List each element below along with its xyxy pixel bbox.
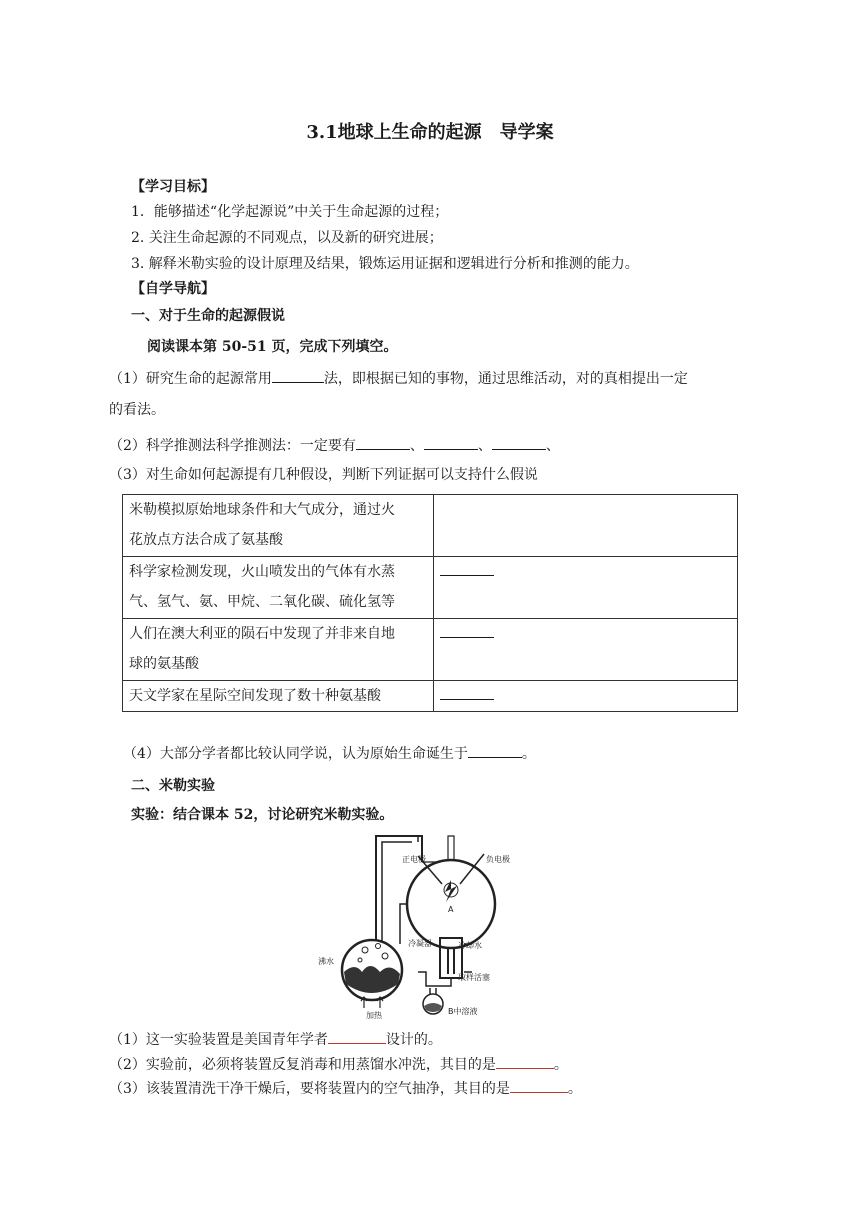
answer-cell[interactable]	[434, 495, 738, 557]
evidence-text: 气、氢气、氨、甲烷、二氧化碳、硫化氢等	[129, 594, 395, 610]
evidence-text: 科学家检测发现，火山喷发出的气体有水蒸	[129, 564, 395, 580]
q-text-a: （1）这一实验装置是美国青年学者	[109, 1032, 328, 1048]
label-condenser: 冷凝器	[408, 939, 432, 948]
objective-3: 3. 解释米勒实验的设计原理及结果，锻炼运用证据和逻辑进行分析和推测的能力。	[131, 256, 639, 272]
q-text-b: 。	[567, 1081, 582, 1097]
label-solution-b: B中溶液	[448, 1007, 478, 1016]
answer-blank[interactable]	[424, 435, 478, 450]
answer-blank[interactable]	[272, 368, 324, 383]
evidence-table	[122, 494, 738, 712]
q2-text: （2）科学推测法科学推测法：一定要有	[109, 438, 356, 454]
evidence-cell	[123, 557, 434, 619]
answer-blank[interactable]	[468, 743, 522, 758]
guide-heading: 【自学导航】	[131, 281, 215, 297]
question-2-1	[109, 1029, 442, 1049]
question-2-2	[109, 1054, 568, 1074]
answer-blank[interactable]	[496, 1054, 554, 1069]
answer-cell[interactable]	[434, 681, 738, 712]
table-row	[123, 681, 738, 712]
q-text-a: （3）该装置清洗干净干燥后，要将装置内的空气抽净，其目的是	[109, 1081, 510, 1097]
evidence-cell	[123, 619, 434, 681]
question-1-1	[109, 368, 688, 388]
objective-2: 2. 关注生命起源的不同观点，以及新的研究进展；	[131, 230, 443, 246]
answer-blank[interactable]	[510, 1078, 568, 1093]
table-row	[123, 557, 738, 619]
objectives-heading: 【学习目标】	[131, 179, 215, 195]
page-title: 3.1地球上生命的起源 导学案	[306, 122, 554, 143]
q1-text-a: （1）研究生命的起源常用	[109, 371, 272, 387]
table-row	[123, 619, 738, 681]
label-boiling-water: 沸水	[318, 957, 334, 966]
label-positive-electrode: 正电极	[402, 855, 426, 864]
answer-cell[interactable]	[434, 619, 738, 681]
answer-blank[interactable]	[440, 623, 494, 638]
answer-blank[interactable]	[440, 685, 494, 700]
section1-instruction: 阅读课本第 50-51 页，完成下列填空。	[147, 339, 398, 355]
q-text-b: 。	[553, 1057, 568, 1073]
objective-1: 1．能够描述“化学起源说”中关于生命起源的过程；	[131, 204, 449, 220]
evidence-text: 米勒模拟原始地球条件和大气成分，通过火	[129, 502, 395, 518]
separator: 、	[409, 438, 424, 454]
question-1-3: （3）对生命如何起源提有几种假设，判断下列证据可以支持什么假说	[109, 467, 538, 483]
answer-blank[interactable]	[328, 1029, 386, 1044]
question-1-1-cont: 的看法。	[109, 402, 165, 418]
q4-text-b: 。	[521, 746, 536, 762]
q1-text-b: 法，即根据已知的事物，通过思维活动，对的真相提出一定	[323, 371, 688, 387]
q-text-a: （2）实验前，必须将装置反复消毒和用蒸馏水冲洗，其目的是	[109, 1057, 496, 1073]
label-sampling-valve: 取样活塞	[458, 973, 490, 982]
evidence-text: 花放点方法合成了氨基酸	[129, 532, 283, 548]
label-heating: 加热	[366, 1011, 382, 1020]
question-2-3	[109, 1078, 582, 1098]
evidence-text: 人们在澳大利亚的陨石中发现了并非来自地	[129, 626, 395, 642]
question-1-4	[123, 743, 536, 763]
answer-blank[interactable]	[492, 435, 546, 450]
evidence-cell	[123, 681, 434, 712]
separator: 、	[477, 438, 492, 454]
answer-blank[interactable]	[356, 435, 410, 450]
table-row	[123, 495, 738, 557]
evidence-text: 球的氨基酸	[129, 656, 199, 672]
question-1-2	[109, 435, 560, 455]
section2-experiment: 实验：结合课本 52，讨论研究米勒实验。	[131, 807, 394, 823]
answer-blank[interactable]	[440, 561, 494, 576]
evidence-cell	[123, 495, 434, 557]
section2-title: 二、米勒实验	[131, 778, 215, 794]
label-flask-a: A	[448, 905, 454, 914]
separator: 、	[545, 438, 560, 454]
label-negative-electrode: 负电极	[486, 855, 510, 864]
answer-cell[interactable]	[434, 557, 738, 619]
miller-apparatus-diagram	[300, 832, 540, 1018]
section1-title: 一、对于生命的起源假说	[131, 308, 285, 324]
q-text-b: 设计的。	[385, 1032, 442, 1048]
label-cooling-water: 冷却水	[458, 941, 482, 950]
evidence-text: 天文学家在星际空间发现了数十种氨基酸	[129, 688, 381, 704]
q4-text-a: （4）大部分学者都比较认同学说，认为原始生命诞生于	[123, 746, 468, 762]
